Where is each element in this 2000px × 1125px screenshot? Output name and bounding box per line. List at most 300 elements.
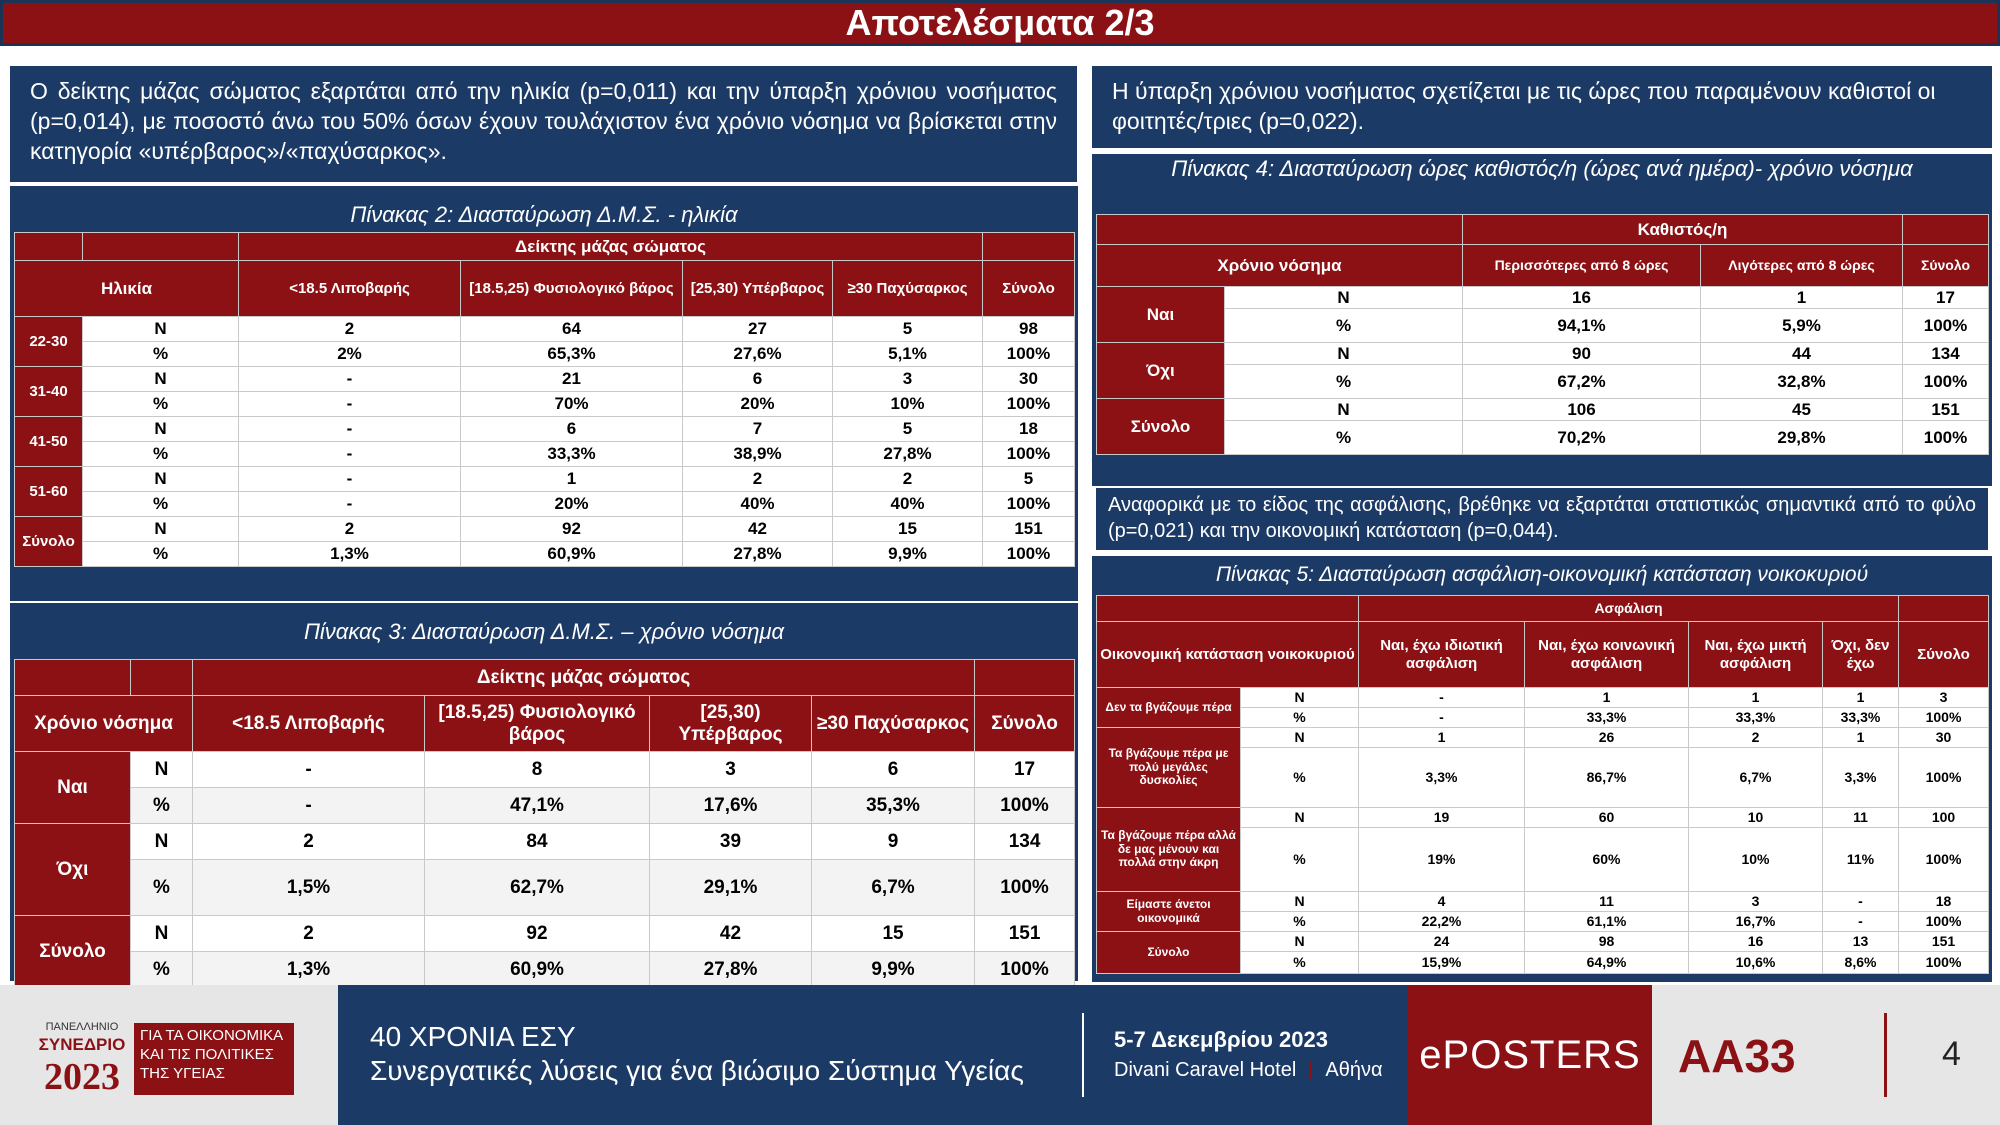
value-cell: 67,2%	[1463, 365, 1701, 399]
column-header: ≥30 Παχύσαρκος	[812, 696, 975, 752]
value-cell: 33,3%	[1823, 708, 1899, 728]
stat-label-n: Ν	[1241, 808, 1359, 828]
value-cell: 100%	[975, 788, 1075, 824]
value-cell: 5	[833, 417, 983, 442]
row-header: Χρόνιο νόσημα	[15, 696, 193, 752]
value-cell: 100%	[975, 952, 1075, 988]
value-cell: 16,7%	[1689, 912, 1823, 932]
value-cell: 40%	[833, 492, 983, 517]
value-cell: 151	[983, 517, 1075, 542]
value-cell: 10	[1689, 808, 1823, 828]
table-row	[15, 367, 1075, 392]
theme-line2: Συνεργατικές λύσεις για ένα βιώσιμο Σύστημα Υγείας	[370, 1055, 1024, 1086]
table-row	[1097, 343, 1989, 365]
value-cell: 42	[683, 517, 833, 542]
value-cell: 6	[683, 367, 833, 392]
left-intro-text: Ο δείκτης μάζας σώματος εξαρτάται από την ηλικία (p=0,011) και την ύπαρξη χρόνιου νοσήματος (p=0,014), με ποσοστό άνω του 50% όσων έχουν τουλάχιστον ένα χρόνιο νόσημα να βρίσκεται στην κατηγορία «υπέρβαρος»/«παχύσαρκος».	[10, 66, 1077, 182]
stat-label-pct: %	[1241, 912, 1359, 932]
row-group-label: Σύνολο	[1097, 399, 1225, 455]
value-cell: 100%	[983, 392, 1075, 417]
column-header: [25,30) Υπέρβαρος	[650, 696, 812, 752]
stat-label-pct: %	[1225, 421, 1463, 455]
logo-line1: ΓΙΑ ΤΑ ΟΙΚΟΝΟΜΙΚΑ	[140, 1027, 284, 1044]
value-cell: 47,1%	[425, 788, 650, 824]
value-cell: 2	[193, 824, 425, 860]
value-cell: 9,9%	[833, 542, 983, 567]
column-header: Ναι, έχω μικτή ασφάλιση	[1689, 622, 1823, 688]
table5-caption: Πίνακας 5: Διασταύρωση ασφάλιση-οικονομική κατάσταση νοικοκυριού	[1215, 563, 1869, 586]
table-row	[15, 696, 1075, 752]
value-cell: 17	[1903, 287, 1989, 309]
table-row	[1097, 622, 1989, 688]
row-group-label: Είμαστε άνετοι οικονομικά	[1097, 892, 1241, 932]
table-row	[1097, 399, 1989, 421]
stat-label-pct: %	[1241, 952, 1359, 974]
value-cell: 22,2%	[1359, 912, 1525, 932]
value-cell: 18	[983, 417, 1075, 442]
page-number: 4	[1942, 1035, 1961, 1073]
table-row	[1097, 309, 1989, 343]
logo-line3: ΤΗΣ ΥΓΕΙΑΣ	[140, 1065, 225, 1082]
table-row	[15, 417, 1075, 442]
value-cell: 19%	[1359, 828, 1525, 892]
row-group-label: Τα βγάζουμε πέρα αλλά δε μας μένουν και πολλά στην άκρη	[1097, 808, 1241, 892]
group-header: Δείκτης μάζας σώματος	[193, 660, 975, 696]
table3-caption: Πίνακας 3: Διασταύρωση Δ.Μ.Σ. – χρόνιο νόσημα	[303, 619, 785, 644]
value-cell: 10%	[833, 392, 983, 417]
event-dates: 5-7 Δεκεμβρίου 2023	[1114, 1027, 1328, 1052]
value-cell: 3,3%	[1823, 748, 1899, 808]
value-cell: 3	[650, 752, 812, 788]
table-row	[1097, 688, 1989, 708]
value-cell: 38,9%	[683, 442, 833, 467]
value-cell: 90	[1463, 343, 1701, 365]
stat-label-pct: %	[131, 860, 193, 916]
value-cell: 27,8%	[650, 952, 812, 988]
value-cell: 5,1%	[833, 342, 983, 367]
table-row	[1097, 421, 1989, 455]
value-cell: 27	[683, 317, 833, 342]
value-cell: 98	[983, 317, 1075, 342]
stat-label-n: Ν	[1225, 287, 1463, 309]
value-cell: 8	[425, 752, 650, 788]
table2-caption: Πίνακας 2: Διασταύρωση Δ.Μ.Σ. - ηλικία	[350, 202, 738, 227]
value-cell: 100%	[1899, 748, 1989, 808]
blank-header-cell	[1899, 596, 1989, 622]
blank-header-cell	[1097, 215, 1463, 245]
value-cell: -	[1359, 708, 1525, 728]
value-cell: 39	[650, 824, 812, 860]
row-group-label: Όχι	[15, 824, 131, 916]
value-cell: 3	[1689, 892, 1823, 912]
row-group-label: Τα βγάζουμε πέρα με πολύ μεγάλες δυσκολίες	[1097, 728, 1241, 808]
row-header: Οικονομική κατάσταση νοικοκυριού	[1097, 622, 1359, 688]
column-header: Σύνολο	[1899, 622, 1989, 688]
value-cell: 7	[683, 417, 833, 442]
stat-label-pct: %	[1241, 708, 1359, 728]
column-header: Περισσότερες από 8 ώρες	[1463, 245, 1701, 287]
stat-label-n: Ν	[1225, 343, 1463, 365]
row-group-label: Σύνολο	[15, 517, 83, 567]
row-group-label: 41-50	[15, 417, 83, 467]
column-header: [18.5,25) Φυσιολογικό βάρος	[461, 261, 683, 317]
stat-label-n: Ν	[83, 317, 239, 342]
value-cell: 100%	[983, 342, 1075, 367]
right-intro-text: Η ύπαρξη χρόνιου νοσήματος σχετίζεται με τις ώρες που παραμένουν καθιστοί οι φοιτητές/τριες (p=0,022).	[1092, 66, 1992, 148]
value-cell: 3,3%	[1359, 748, 1525, 808]
value-cell: 29,8%	[1701, 421, 1903, 455]
table-row	[15, 317, 1075, 342]
value-cell: 17	[975, 752, 1075, 788]
value-cell: 42	[650, 916, 812, 952]
value-cell: -	[1823, 912, 1899, 932]
table-row	[1097, 365, 1989, 399]
stat-label-n: Ν	[1241, 892, 1359, 912]
value-cell: 134	[1903, 343, 1989, 365]
value-cell: 10%	[1689, 828, 1823, 892]
value-cell: 24	[1359, 932, 1525, 952]
right-mid-text: Αναφορικά με το είδος της ασφάλισης, βρέθηκε να εξαρτάται στατιστικώς σημαντικά από το φύλο (p=0,021) και την οικονομική κατάσταση (p=0,044).	[1096, 488, 1988, 550]
value-cell: -	[193, 788, 425, 824]
value-cell: 33,3%	[1525, 708, 1689, 728]
conference-logo	[0, 985, 338, 1125]
value-cell: -	[239, 442, 461, 467]
value-cell: 64,9%	[1525, 952, 1689, 974]
value-cell: 100%	[1899, 912, 1989, 932]
group-header: Ασφάλιση	[1359, 596, 1899, 622]
row-group-label: Ναι	[15, 752, 131, 824]
value-cell: 64	[461, 317, 683, 342]
stat-label-n: Ν	[131, 752, 193, 788]
logo-line2: ΚΑΙ ΤΙΣ ΠΟΛΙΤΙΚΕΣ	[140, 1046, 274, 1063]
column-header: <18.5 Λιποβαρής	[239, 261, 461, 317]
group-header: Δείκτης μάζας σώματος	[239, 233, 983, 261]
table-row	[1097, 245, 1989, 287]
blank-header-cell	[131, 660, 193, 696]
row-group-label: Όχι	[1097, 343, 1225, 399]
value-cell: 100	[1899, 808, 1989, 828]
stat-label-pct: %	[83, 542, 239, 567]
value-cell: -	[239, 417, 461, 442]
blank-header-cell	[15, 233, 83, 261]
column-header: Σύνολο	[975, 696, 1075, 752]
column-header: [18.5,25) Φυσιολογικό βάρος	[425, 696, 650, 752]
row-group-label: Δεν τα βγάζουμε πέρα	[1097, 688, 1241, 728]
value-cell: 151	[1903, 399, 1989, 421]
value-cell: 15	[812, 916, 975, 952]
value-cell: 84	[425, 824, 650, 860]
blank-header-cell	[1097, 596, 1359, 622]
poster-code: ΑΑ33	[1678, 1030, 1796, 1082]
value-cell: 33,3%	[461, 442, 683, 467]
stat-label-pct: %	[1241, 748, 1359, 808]
table-row	[1097, 808, 1989, 828]
value-cell: 5,9%	[1701, 309, 1903, 343]
table-row	[15, 788, 1075, 824]
logo-top1: ΠΑΝΕΛΛΗΝΙΟ	[45, 1021, 119, 1033]
value-cell: -	[239, 492, 461, 517]
table-row	[15, 542, 1075, 567]
stat-label-n: Ν	[83, 417, 239, 442]
stat-label-n: Ν	[131, 916, 193, 952]
value-cell: 19	[1359, 808, 1525, 828]
row-header: Ηλικία	[15, 261, 239, 317]
value-cell: 2	[683, 467, 833, 492]
value-cell: -	[1359, 688, 1525, 708]
table-row	[1097, 892, 1989, 912]
column-header: Ναι, έχω ιδιωτική ασφάλιση	[1359, 622, 1525, 688]
value-cell: 30	[983, 367, 1075, 392]
table-row	[15, 752, 1075, 788]
value-cell: 61,1%	[1525, 912, 1689, 932]
table-row	[15, 492, 1075, 517]
value-cell: 65,3%	[461, 342, 683, 367]
column-header: Ναι, έχω κοινωνική ασφάλιση	[1525, 622, 1689, 688]
stat-label-n: Ν	[1241, 932, 1359, 952]
value-cell: 3	[833, 367, 983, 392]
stat-label-n: Ν	[131, 824, 193, 860]
value-cell: 6	[812, 752, 975, 788]
page-title: Αποτελέσματα 2/3	[0, 0, 2000, 46]
event-venue	[1114, 1059, 1383, 1082]
value-cell: 1	[1701, 287, 1903, 309]
value-cell: 92	[425, 916, 650, 952]
value-cell: 1	[1689, 688, 1823, 708]
value-cell: 11	[1823, 808, 1899, 828]
value-cell: 6	[461, 417, 683, 442]
row-group-label: 22-30	[15, 317, 83, 367]
venue-name: Divani Caravel Hotel	[1114, 1059, 1297, 1081]
value-cell: 10,6%	[1689, 952, 1823, 974]
value-cell: 100%	[1903, 421, 1989, 455]
venue-separator	[1310, 1062, 1312, 1080]
value-cell: 44	[1701, 343, 1903, 365]
value-cell: 29,1%	[650, 860, 812, 916]
value-cell: 27,6%	[683, 342, 833, 367]
table-row	[15, 233, 1075, 261]
table-row	[15, 916, 1075, 952]
value-cell: 2	[1689, 728, 1823, 748]
row-group-label: Σύνολο	[15, 916, 131, 988]
theme-band	[338, 985, 1408, 1125]
value-cell: 27,8%	[683, 542, 833, 567]
stat-label-pct: %	[83, 442, 239, 467]
value-cell: 100%	[1899, 708, 1989, 728]
value-cell: 13	[1823, 932, 1899, 952]
value-cell: 40%	[683, 492, 833, 517]
table-row	[15, 442, 1075, 467]
value-cell: 8,6%	[1823, 952, 1899, 974]
value-cell: 60,9%	[461, 542, 683, 567]
value-cell: 2%	[239, 342, 461, 367]
stat-label-pct: %	[1225, 309, 1463, 343]
table-row	[15, 517, 1075, 542]
value-cell: 11	[1525, 892, 1689, 912]
table-row	[1097, 596, 1989, 622]
value-cell: 98	[1525, 932, 1689, 952]
row-header: Χρόνιο νόσημα	[1097, 245, 1463, 287]
value-cell: 30	[1899, 728, 1989, 748]
stat-label-pct: %	[83, 342, 239, 367]
value-cell: 92	[461, 517, 683, 542]
venue-city: Αθήνα	[1325, 1059, 1383, 1081]
value-cell: 9,9%	[812, 952, 975, 988]
value-cell: 1	[1823, 728, 1899, 748]
stat-label-pct: %	[131, 952, 193, 988]
value-cell: 15,9%	[1359, 952, 1525, 974]
stat-label-pct: %	[1241, 828, 1359, 892]
value-cell: 5	[983, 467, 1075, 492]
value-cell: 6,7%	[812, 860, 975, 916]
value-cell: 100%	[1903, 309, 1989, 343]
value-cell: 33,3%	[1689, 708, 1823, 728]
stat-label-pct: %	[1225, 365, 1463, 399]
value-cell: 60	[1525, 808, 1689, 828]
value-cell: -	[239, 467, 461, 492]
value-cell: -	[239, 392, 461, 417]
value-cell: 20%	[683, 392, 833, 417]
column-header: Λιγότερες από 8 ώρες	[1701, 245, 1903, 287]
stat-label-pct: %	[83, 492, 239, 517]
value-cell: 1	[461, 467, 683, 492]
stat-label-n: Ν	[83, 517, 239, 542]
table-row	[1097, 215, 1989, 245]
value-cell: 11%	[1823, 828, 1899, 892]
value-cell: 100%	[975, 860, 1075, 916]
value-cell: -	[1823, 892, 1899, 912]
table5	[1096, 595, 1989, 974]
code-divider	[1884, 1013, 1887, 1097]
footer-divider	[1082, 1013, 1084, 1097]
value-cell: 17,6%	[650, 788, 812, 824]
table2	[14, 232, 1075, 567]
value-cell: 70%	[461, 392, 683, 417]
value-cell: 151	[975, 916, 1075, 952]
value-cell: -	[239, 367, 461, 392]
value-cell: 21	[461, 367, 683, 392]
logo-top2: ΣΥΝΕΔΡΙΟ	[38, 1035, 126, 1054]
blank-header-cell	[83, 233, 239, 261]
value-cell: 100%	[983, 542, 1075, 567]
value-cell: 2	[239, 517, 461, 542]
logo-year: 2023	[44, 1056, 120, 1098]
blank-header-cell	[983, 233, 1075, 261]
table-row	[15, 660, 1075, 696]
footer	[0, 985, 2000, 1125]
column-header: [25,30) Υπέρβαρος	[683, 261, 833, 317]
column-header: Σύνολο	[1903, 245, 1989, 287]
value-cell: 5	[833, 317, 983, 342]
value-cell: 70,2%	[1463, 421, 1701, 455]
table-row	[15, 860, 1075, 916]
column-header: <18.5 Λιποβαρής	[193, 696, 425, 752]
row-group-label: 31-40	[15, 367, 83, 417]
value-cell: 15	[833, 517, 983, 542]
value-cell: 100%	[1899, 952, 1989, 974]
table-row	[15, 342, 1075, 367]
value-cell: 100%	[983, 492, 1075, 517]
value-cell: 100%	[1899, 828, 1989, 892]
value-cell: 4	[1359, 892, 1525, 912]
value-cell: 16	[1689, 932, 1823, 952]
value-cell: 27,8%	[833, 442, 983, 467]
row-group-label: Σύνολο	[1097, 932, 1241, 974]
value-cell: 1	[1823, 688, 1899, 708]
table4	[1096, 214, 1989, 455]
value-cell: 45	[1701, 399, 1903, 421]
value-cell: 60,9%	[425, 952, 650, 988]
table-row	[1097, 728, 1989, 748]
value-cell: 1,3%	[193, 952, 425, 988]
stat-label-n: Ν	[1241, 728, 1359, 748]
table3	[14, 659, 1075, 988]
value-cell: 134	[975, 824, 1075, 860]
value-cell: 35,3%	[812, 788, 975, 824]
stat-label-n: Ν	[83, 367, 239, 392]
value-cell: 151	[1899, 932, 1989, 952]
table-row	[15, 392, 1075, 417]
value-cell: 6,7%	[1689, 748, 1823, 808]
table-row	[15, 952, 1075, 988]
row-group-label: 51-60	[15, 467, 83, 517]
value-cell: 1,3%	[239, 542, 461, 567]
stat-label-n: Ν	[1225, 399, 1463, 421]
blank-header-cell	[15, 660, 131, 696]
row-group-label: Ναι	[1097, 287, 1225, 343]
table-row	[15, 261, 1075, 317]
table-row	[1097, 287, 1989, 309]
value-cell: 100%	[1903, 365, 1989, 399]
table-row	[1097, 932, 1989, 952]
theme-line1: 40 ΧΡΟΝΙΑ ΕΣΥ	[370, 1021, 576, 1052]
value-cell: 9	[812, 824, 975, 860]
value-cell: 18	[1899, 892, 1989, 912]
value-cell: 62,7%	[425, 860, 650, 916]
value-cell: 1	[1525, 688, 1689, 708]
value-cell: 2	[833, 467, 983, 492]
table4-caption: Πίνακας 4: Διασταύρωση ώρες καθιστός/η (ώρες ανά ημέρα)- χρόνιο νόσημα	[1171, 156, 1913, 181]
logo-red-box	[134, 1023, 294, 1095]
value-cell: 94,1%	[1463, 309, 1701, 343]
value-cell: 1,5%	[193, 860, 425, 916]
column-header: ≥30 Παχύσαρκος	[833, 261, 983, 317]
table-row	[15, 467, 1075, 492]
value-cell: 60%	[1525, 828, 1689, 892]
blank-header-cell	[1903, 215, 1989, 245]
value-cell: 32,8%	[1701, 365, 1903, 399]
value-cell: 2	[239, 317, 461, 342]
value-cell: 16	[1463, 287, 1701, 309]
value-cell: -	[193, 752, 425, 788]
stat-label-n: Ν	[1241, 688, 1359, 708]
group-header: Καθιστός/η	[1463, 215, 1903, 245]
column-header: Σύνολο	[983, 261, 1075, 317]
value-cell: 86,7%	[1525, 748, 1689, 808]
value-cell: 26	[1525, 728, 1689, 748]
value-cell: 20%	[461, 492, 683, 517]
value-cell: 2	[193, 916, 425, 952]
table-row	[15, 824, 1075, 860]
value-cell: 100%	[983, 442, 1075, 467]
value-cell: 1	[1359, 728, 1525, 748]
poster-code-area	[1652, 985, 2000, 1125]
stat-label-n: Ν	[83, 467, 239, 492]
blank-header-cell	[975, 660, 1075, 696]
stat-label-pct: %	[131, 788, 193, 824]
value-cell: 106	[1463, 399, 1701, 421]
value-cell: 3	[1899, 688, 1989, 708]
eposters-label: ePOSTERS	[1408, 985, 1652, 1125]
